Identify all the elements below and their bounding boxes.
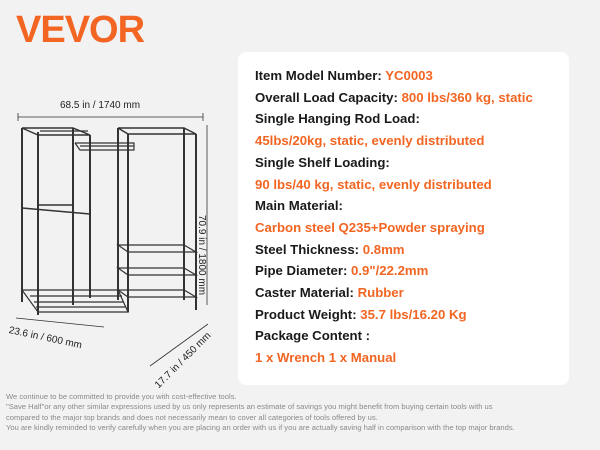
spec-shelf-label: Single Shelf Loading: — [255, 154, 390, 170]
disclaimer-line: We continue to be committed to provide you with cost-effective tools. — [6, 392, 237, 401]
spec-package-value: 1 x Wrench 1 x Manual — [255, 350, 397, 366]
depth-left-dimension-label: 23.6 in / 600 mm — [7, 325, 83, 352]
spec-pipe — [255, 260, 533, 282]
spec-rod-value: 45lbs/20kg, static, evenly distributed — [255, 133, 485, 149]
spec-load-value: 800 lbs/360 kg, static — [401, 89, 533, 105]
height-dimension-label: 70.9 in / 1800 mm — [196, 215, 207, 296]
brand-logo: VEVOR — [16, 9, 145, 51]
spec-load — [255, 87, 533, 109]
spec-caster-value: Rubber — [357, 285, 404, 301]
spec-caster — [255, 282, 533, 304]
spec-card — [238, 52, 569, 385]
width-dimension-label: 68.5 in / 1740 mm — [60, 100, 141, 111]
spec-list — [255, 65, 533, 369]
disclaimer-line: "Save Half"or any other similar expressions used by us only represents an estimate of savings you might benefit from buying certain tools with us — [6, 402, 493, 412]
spec-thickness-label: Steel Thickness: — [255, 241, 363, 257]
spec-package-label: Package Content : — [255, 328, 371, 344]
spec-weight-label: Product Weight: — [255, 306, 361, 322]
spec-rod-label: Single Hanging Rod Load: — [255, 111, 420, 127]
disclaimer-line: compared to the major top brands and does not necessarily mean to cover all categories of tools offered by us. — [6, 412, 378, 422]
spec-thickness-value: 0.8mm — [362, 241, 405, 257]
disclaimer-line: You are kindly reminded to verify carefully when you are placing an order with us if you are actually saving half in comparison with the top major brands. — [6, 423, 515, 433]
spec-weight-value: 35.7 lbs/16.20 Kg — [360, 306, 467, 322]
spec-model-value: YC0003 — [385, 68, 433, 83]
spec-load-label: Overall Load Capacity: — [255, 89, 402, 105]
spec-caster-label: Caster Material: — [255, 285, 358, 301]
spec-model — [255, 65, 533, 87]
spec-weight — [255, 304, 533, 326]
spec-model-label: Item Model Number: — [255, 68, 386, 83]
spec-material-label: Main Material: — [255, 198, 343, 214]
disclaimer — [6, 392, 596, 434]
spec-thickness — [255, 239, 533, 261]
spec-pipe-label: Pipe Diameter: — [255, 263, 352, 279]
depth-right-dimension-label: 17.7 in / 450 mm — [153, 330, 214, 391]
spec-pipe-value: 0.9"/22.2mm — [351, 263, 429, 279]
spec-shelf-value: 90 lbs/40 kg, static, evenly distributed — [255, 176, 492, 192]
spec-material-value: Carbon steel Q235+Powder spraying — [255, 219, 485, 235]
